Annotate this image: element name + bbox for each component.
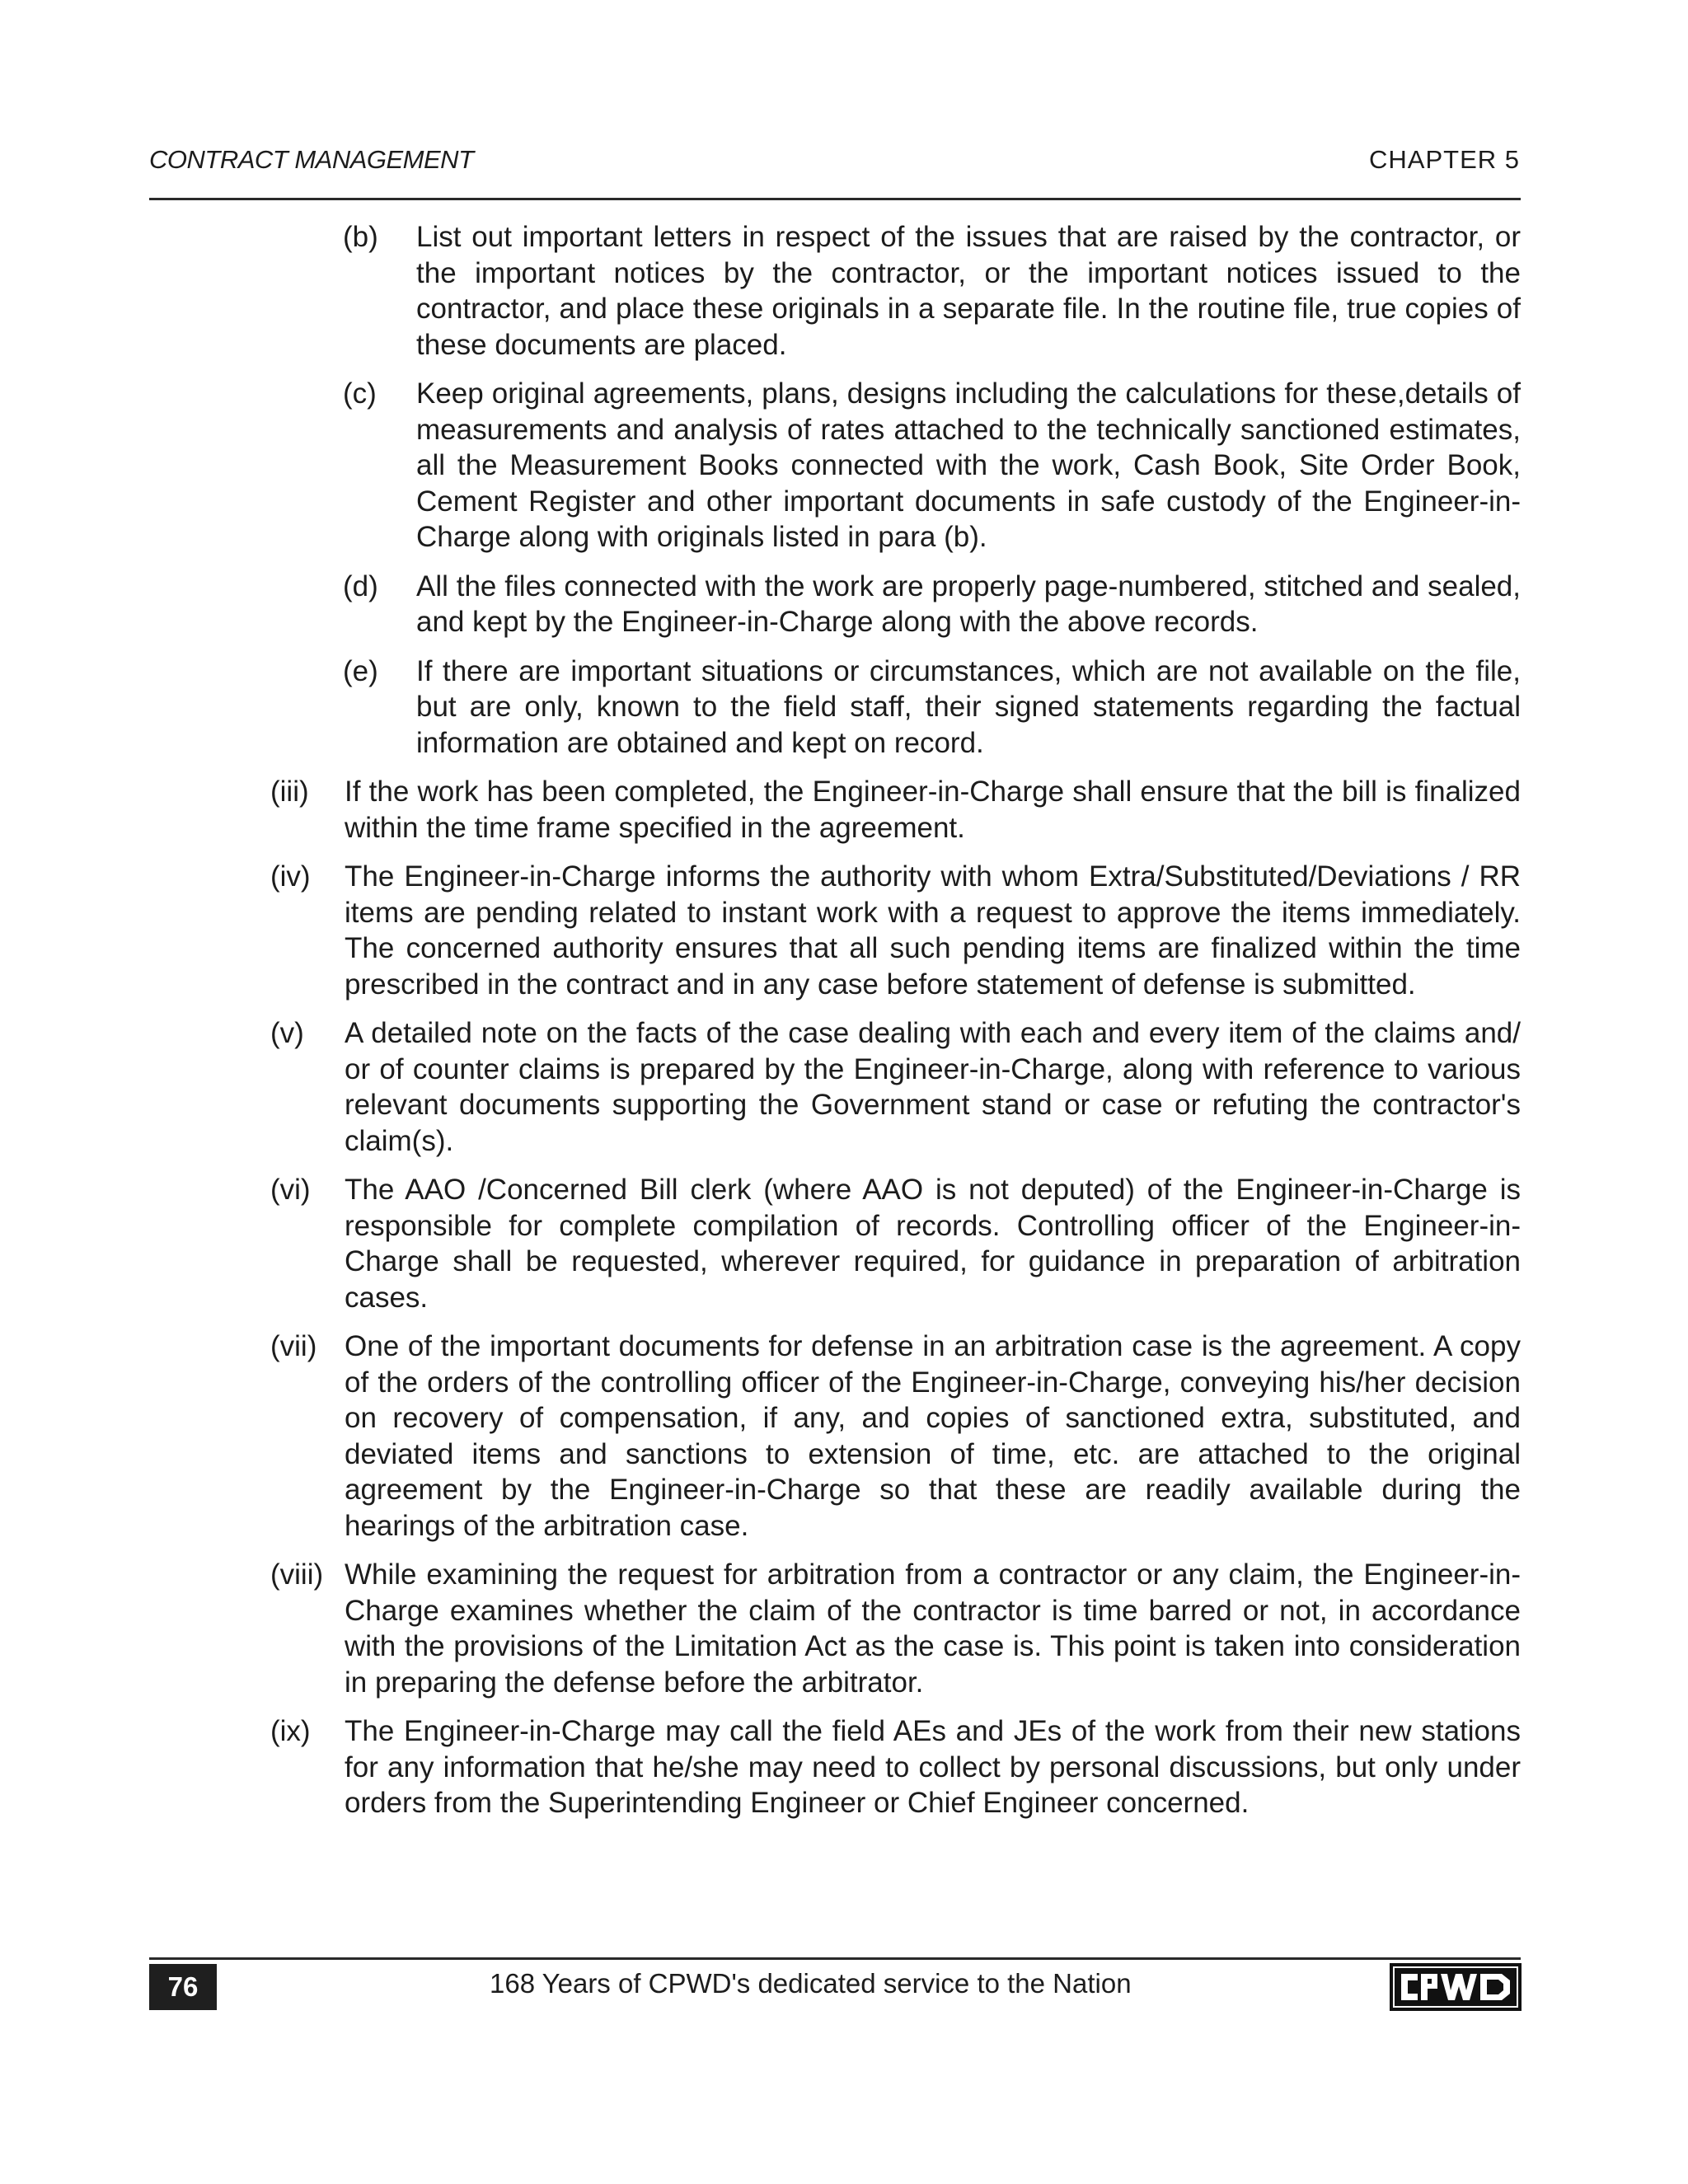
item-text: The Engineer-in-Charge informs the authority with whom Extra/Substituted/Deviations / RR items are pending related to instant work with a request to approve the items immediately. The concerned authority ensures that all such pending items are finalized within the time prescribed in the contract and in any case before statement of defense is submitted. <box>345 860 1521 1001</box>
footer-tagline: 168 Years of CPWD's dedicated service to the Nation <box>490 1968 1132 1999</box>
item-number: (d) <box>343 569 378 602</box>
header-divider <box>149 198 1521 200</box>
list-item-e <box>0 654 1688 762</box>
item-text: The AAO /Concerned Bill clerk (where AAO is not deputed) of the Engineer-in-Charge is responsible for complete compilation of records. Controlling officer of the Engineer-in-Charge shall be requested, wherever required, for guidance in preparation of arbitration cases. <box>345 1174 1521 1314</box>
item-text: The Engineer-in-Charge may call the field AEs and JEs of the work from their new stations for any information that he/she may need to collect by personal discussions, but only under orders from the Superintending Engineer or Chief Engineer concerned. <box>345 1715 1521 1819</box>
item-number: (vi) <box>270 1174 311 1206</box>
item-number: (e) <box>343 654 378 687</box>
list-item-b <box>0 219 1688 363</box>
item-text: All the files connected with the work are properly page-numbered, stitched and sealed, and kept by the Engineer-in-Charge along with the above records. <box>416 569 1521 638</box>
item-text: If the work has been completed, the Engineer-in-Charge shall ensure that the bill is finalized within the time frame specified in the agreement. <box>345 776 1521 844</box>
item-text: Keep original agreements, plans, designs including the calculations for these,details of measurements and analysis of rates attached to the technically sanctioned estimates, all the Measurement Books connected with the work, Cash Book, Site Order Book, Cement Register and other important documents in safe custody of the Engineer-in-Charge along with originals listed in para (b). <box>416 377 1521 553</box>
list-item-v <box>0 1015 1688 1159</box>
cpwd-logo <box>1390 1963 1522 2011</box>
list-item-c <box>0 376 1688 555</box>
item-text: While examining the request for arbitration from a contractor or any claim, the Engineer-in-Charge examines whether the claim of the contractor is time barred or not, in accordance with the provisions of the Limitation Act as the case is. This point is taken into consideration in preparing the defense before the arbitrator. <box>345 1558 1521 1699</box>
item-text: A detailed note on the facts of the case dealing with each and every item of the claims and/ or of counter claims is prepared by the Engineer-in-Charge, along with reference to various relevant documents supporting the Government stand or case or refuting the contractor's claim(s). <box>345 1017 1521 1157</box>
item-number: (iii) <box>270 776 309 808</box>
item-text: If there are important situations or circumstances, which are not available on the file, but are only, known to the field staff, their signed statements regarding the factual information are obtained and kept on record. <box>416 654 1521 759</box>
list-item-iv <box>0 859 1688 1002</box>
header-section-title: CONTRACT MANAGEMENT <box>149 145 474 174</box>
list-item-viii <box>0 1557 1688 1700</box>
page-number: 76 <box>149 1964 217 2010</box>
footer-divider <box>149 1957 1521 1960</box>
list-item-vi <box>0 1172 1688 1315</box>
item-number: (c) <box>343 377 377 410</box>
item-text: One of the important documents for defense in an arbitration case is the agreement. A copy of the orders of the controlling officer of the Engineer-in-Charge, conveying his/her decision on recovery of compensation, if any, and copies of sanctioned extra, substituted, and deviated items and sanctions to extension of time, etc. are attached to the original agreement by the Engineer-in-Charge so that these are readily available during the hearings of the arbitration case. <box>345 1330 1521 1542</box>
item-text: List out important letters in respect of the issues that are raised by the contractor, or the important notices by the contractor, or the important notices issued to the contractor, and place these originals in a separate file. In the routine file, true copies of these documents are placed. <box>416 221 1521 361</box>
list-item-vii <box>0 1329 1688 1544</box>
item-number: (b) <box>343 221 378 253</box>
list-item-iii <box>0 774 1688 846</box>
item-number: (vii) <box>270 1330 317 1362</box>
item-number: (iv) <box>270 860 311 893</box>
document-body <box>0 219 1688 1835</box>
item-number: (viii) <box>270 1558 324 1591</box>
item-number: (v) <box>270 1017 304 1049</box>
item-number: (ix) <box>270 1715 311 1747</box>
list-item-d <box>0 569 1688 640</box>
list-item-ix <box>0 1713 1688 1821</box>
header-chapter: CHAPTER 5 <box>1369 145 1520 174</box>
